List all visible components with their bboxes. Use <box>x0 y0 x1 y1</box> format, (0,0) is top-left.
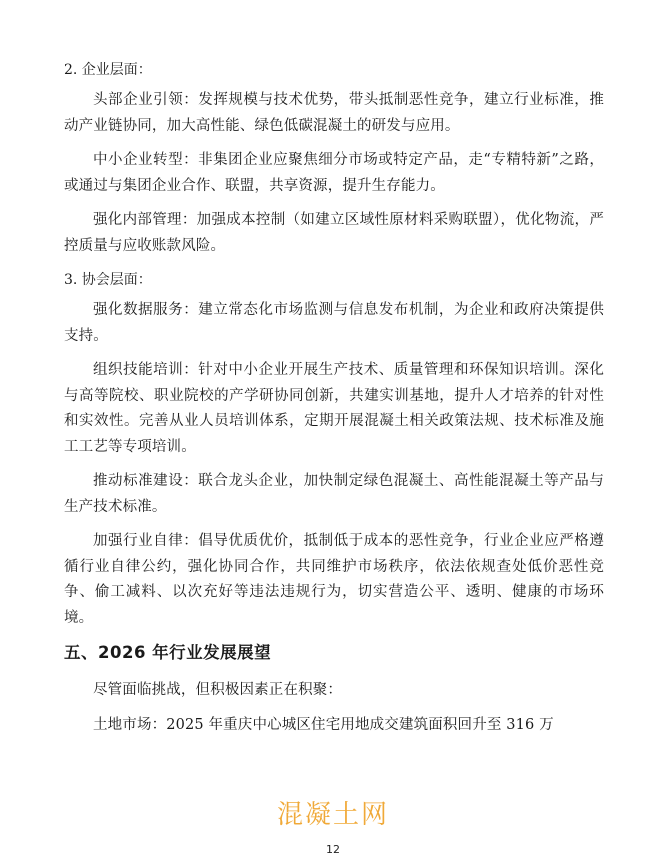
paragraph: 组织技能培训：针对中小企业开展生产技术、质量管理和环保知识培训。深化与高等院校、职业院校的产学研协同创新，共建实训基地，提升人才培养的针对性和实效性。完善从业人员培训体系，定期开展混凝土相关政策法规、技术标准及施工工艺等专项培训。 <box>64 362 604 455</box>
paragraph: 土地市场：2025 年重庆中心城区住宅用地成交建筑面积回升至 316 万 <box>93 716 554 733</box>
page-number: 12 <box>326 843 340 856</box>
paragraph: 推动标准建设：联合龙头企业，加快制定绿色混凝土、高性能混凝土等产品与生产技术标准。 <box>64 473 604 515</box>
paragraph: 尽管面临挑战，但积极因素正在积聚： <box>93 682 343 698</box>
chapter-outlook <box>64 640 604 738</box>
chapter-title: 五、2026 年行业发展展望 <box>64 643 272 662</box>
watermark-logo: 混凝土网 <box>276 800 389 830</box>
section-enterprise <box>64 58 604 259</box>
paragraph: 强化内部管理：加强成本控制（如建立区域性原材料采购联盟），优化物流，严控质量与应收账款风险。 <box>64 212 604 254</box>
paragraph: 头部企业引领：发挥规模与技术优势，带头抵制恶性竞争，建立行业标准，推动产业链协同，加大高性能、绿色低碳混凝土的研发与应用。 <box>64 92 604 134</box>
section-heading: 3. 协会层面： <box>64 272 152 288</box>
page-content <box>64 58 604 747</box>
paragraph: 中小企业转型：非集团企业应聚焦细分市场或特定产品，走“专精特新”之路，或通过与集团企业合作、联盟，共享资源，提升生存能力。 <box>64 152 604 194</box>
section-heading: 2. 企业层面： <box>64 62 152 78</box>
section-association <box>64 268 604 631</box>
paragraph: 加强行业自律：倡导优质优价，抵制低于成本的恶性竞争，行业企业应严格遵循行业自律公约，强化协同合作，共同维护市场秩序，依法依规查处低价恶性竞争、偷工减料、以次充好等违法违规行为，切实营造公平、透明、健康的市场环境。 <box>64 533 604 626</box>
paragraph: 强化数据服务：建立常态化市场监测与信息发布机制，为企业和政府决策提供支持。 <box>64 302 604 344</box>
